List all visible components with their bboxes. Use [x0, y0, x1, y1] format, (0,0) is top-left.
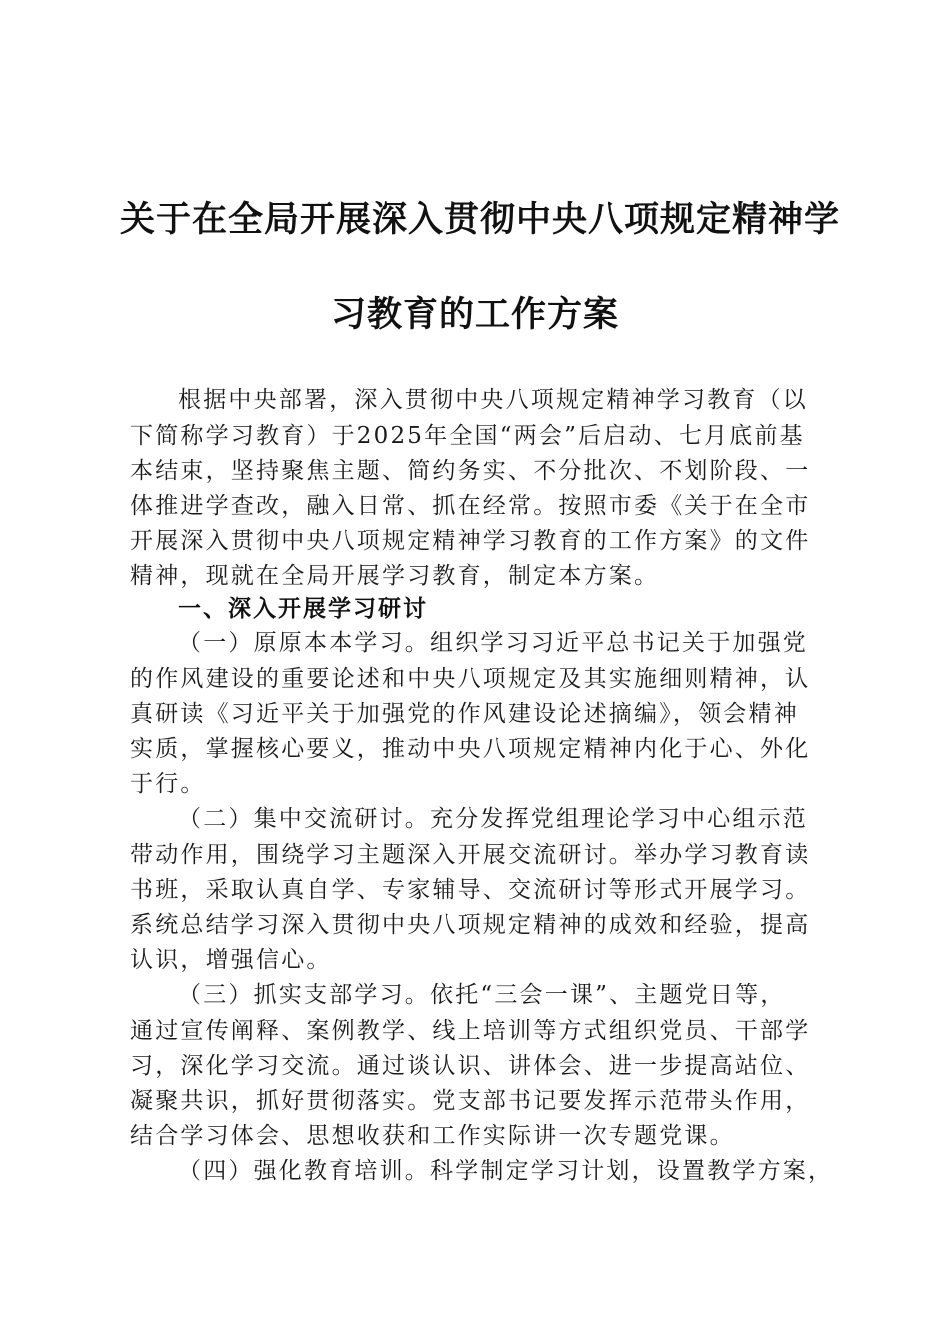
- paragraph-line: 认识，增强信心。: [130, 947, 332, 973]
- paragraph-line: 精神，现就在全局开展学习教育，制定本方案。: [130, 563, 660, 589]
- section-heading: 一、深入开展学习研讨: [178, 596, 428, 622]
- paragraph-line: 开展深入贯彻中央八项规定精神学习教育的工作方案》的文件: [130, 528, 811, 554]
- paragraph-line: 体推进学查改，融入日常、抓在经常。按照市委《关于在全市: [130, 493, 811, 519]
- paragraph-line: 通过宣传阐释、案例教学、线上培训等方式组织党员、干部学: [130, 1018, 811, 1044]
- document-title-line-1: 关于在全局开展深入贯彻中央八项规定精神学: [120, 200, 841, 240]
- paragraph-line: 根据中央部署，深入贯彻中央八项规定精神学习教育（以: [178, 387, 808, 413]
- paragraph-line: 实质，掌握核心要义，推动中央八项规定精神内化于心、外化: [130, 736, 811, 762]
- paragraph-line: 本结束，坚持聚焦主题、简约务实、不分批次、不划阶段、一: [130, 458, 811, 484]
- paragraph-line: 于行。: [130, 771, 206, 797]
- paragraph-line: （四）强化教育培训。科学制定学习计划，设置教学方案，: [178, 1158, 834, 1184]
- document-title-line-2: 习教育的工作方案: [330, 295, 619, 335]
- paragraph-line: 习，深化学习交流。通过谈认识、讲体会、进一步提高站位、: [130, 1053, 811, 1079]
- paragraph-line: （二）集中交流研讨。充分发挥党组理论学习中心组示范: [178, 806, 808, 832]
- paragraph-line: （一）原原本本学习。组织学习习近平总书记关于加强党: [178, 630, 808, 656]
- paragraph-line: 的作风建设的重要论述和中央八项规定及其实施细则精神，认: [130, 666, 811, 692]
- paragraph-line: 结合学习体会、思想收获和工作实际讲一次专题党课。: [130, 1123, 735, 1149]
- paragraph-line: 带动作用，围绕学习主题深入开展交流研讨。举办学习教育读: [130, 842, 811, 868]
- paragraph-line: 下简称学习教育）于2025年全国“两会”后启动、七月底前基: [130, 423, 805, 449]
- paragraph-line: 书班，采取认真自学、专家辅导、交流研讨等形式开展学习。: [130, 877, 811, 903]
- paragraph-line: 凝聚共识，抓好贯彻落实。党支部书记要发挥示范带头作用，: [130, 1088, 811, 1114]
- paragraph-line: 系统总结学习深入贯彻中央八项规定精神的成效和经验，提高: [130, 912, 811, 938]
- paragraph-line: 真研读《习近平关于加强党的作风建设论述摘编》，领会精神: [130, 701, 799, 727]
- paragraph-line: （三）抓实支部学习。依托“三会一课”、主题党日等，: [178, 982, 786, 1008]
